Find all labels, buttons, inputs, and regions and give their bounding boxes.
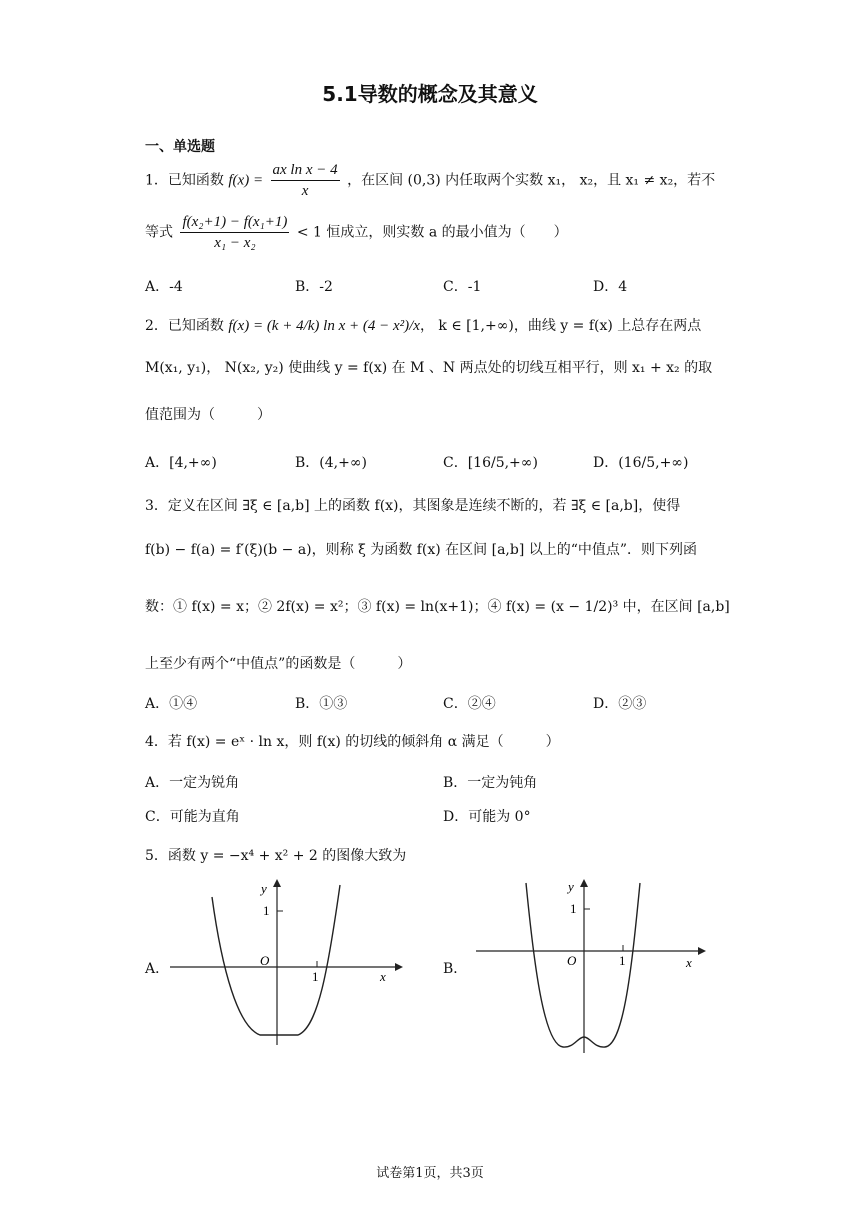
graph-b bbox=[468, 875, 708, 1060]
q3-option-b: B．①③ bbox=[295, 696, 348, 712]
curve bbox=[212, 885, 340, 1035]
question-1-line-2: 等式 $\frac{\text{f(x₂+1) − f(x₁+1)}}{\text{x₁ − x₂}}$ < 1 恒成立，则实数 a 的最小值为（ ） bbox=[145, 214, 568, 251]
page-title: 5.1导数的概念及其意义 bbox=[322, 82, 538, 106]
q5-option-a: A． bbox=[145, 961, 170, 977]
question-3-line-2: f(b) − f(a) = f′(ξ)(b − a)，则称 ξ 为函数 f(x) 在区间 [a,b] 以上的“中值点”．则下列函 bbox=[145, 542, 698, 558]
q4-option-d: D．可能为 0° bbox=[443, 809, 531, 825]
y-tick-label: 1 bbox=[263, 903, 270, 918]
question-3-line-3: 数：① f(x) = x；② 2f(x) = x²；③ f(x) = ln(x+1)；④ f(x) = (x − 1/2)³ 中，在区间 [a,b] bbox=[145, 599, 730, 615]
x-tick-label: 1 bbox=[619, 953, 626, 968]
x-tick-label: 1 bbox=[312, 969, 319, 984]
section-heading: 一、单选题 bbox=[145, 139, 215, 155]
q3-option-c: C．②④ bbox=[443, 696, 496, 712]
q4-option-c: C．可能为直角 bbox=[145, 809, 240, 825]
y-tick-label: 1 bbox=[570, 901, 577, 916]
q4-option-a: A．一定为锐角 bbox=[145, 775, 240, 791]
x-axis-arrow bbox=[395, 963, 403, 971]
q3-option-a: A．①④ bbox=[145, 696, 198, 712]
question-5-line-1: 5．函数 y = −x⁴ + x² + 2 的图像大致为 bbox=[145, 848, 407, 864]
y-axis-arrow bbox=[273, 879, 281, 887]
fraction: $\frac{\text{ax ln x − 4}}{x}$ bbox=[272, 162, 338, 199]
question-3-line-1: 3．定义在区间 ∃ξ ∈ [a,b] 上的函数 f(x)，其图象是连续不断的，若 ∃ξ ∈ [a,b]，使得 bbox=[145, 498, 681, 514]
origin-label: O bbox=[260, 953, 270, 968]
q4-option-b: B．一定为钝角 bbox=[443, 775, 538, 791]
y-axis-arrow bbox=[580, 879, 588, 887]
question-4-line-1: 4．若 f(x) = eˣ · ln x，则 f(x) 的切线的倾斜角 α 满足（ ） bbox=[145, 734, 560, 750]
x-axis-arrow bbox=[698, 947, 706, 955]
q5-option-b: B． bbox=[443, 961, 468, 977]
graph-a bbox=[160, 875, 410, 1050]
q1-option-d: D．4 bbox=[593, 279, 628, 295]
q3-option-d: D．②③ bbox=[593, 696, 647, 712]
x-label: x bbox=[380, 969, 386, 984]
y-label: y bbox=[568, 879, 574, 894]
q2-option-c: C．[16/5,+∞) bbox=[443, 455, 538, 471]
q2-option-a: A．[4,+∞) bbox=[145, 455, 217, 471]
question-2-line-3: 值范围为（ ） bbox=[145, 407, 271, 423]
question-1-line-1: 1．已知函数 f(x) = $\frac{\text{ax ln x − 4}}{x}$ ，在区间 (0,3) 内任取两个实数 x₁， x₂，且 x₁ ≠ x₂，若不 bbox=[145, 162, 716, 199]
page-footer: 试卷第1页，共3页 bbox=[376, 1166, 484, 1181]
q1-option-a: A．-4 bbox=[145, 279, 183, 295]
origin-label: O bbox=[567, 953, 577, 968]
fraction: $\frac{\text{f(x₂+1) − f(x₁+1)}}{\text{x₁ − x₂}}$ bbox=[182, 214, 288, 251]
q2-option-d: D．(16/5,+∞) bbox=[593, 455, 689, 471]
x-label: x bbox=[686, 955, 692, 970]
q1-option-c: C．-1 bbox=[443, 279, 482, 295]
q1-option-b: B．-2 bbox=[295, 279, 333, 295]
q2-option-b: B．(4,+∞) bbox=[295, 455, 367, 471]
question-2-line-2: M(x₁, y₁)， N(x₂, y₂) 使曲线 y = f(x) 在 M 、N 两点处的切线互相平行，则 x₁ + x₂ 的取 bbox=[145, 360, 713, 376]
question-2-line-1: 2．已知函数 f(x) = (k + 4/k) ln x + (4 − x²)/x， k ∈ [1,+∞)，曲线 y = f(x) 上总存在两点 bbox=[145, 318, 702, 334]
question-3-line-4: 上至少有两个“中值点”的函数是（ ） bbox=[145, 656, 412, 672]
y-label: y bbox=[261, 881, 267, 896]
